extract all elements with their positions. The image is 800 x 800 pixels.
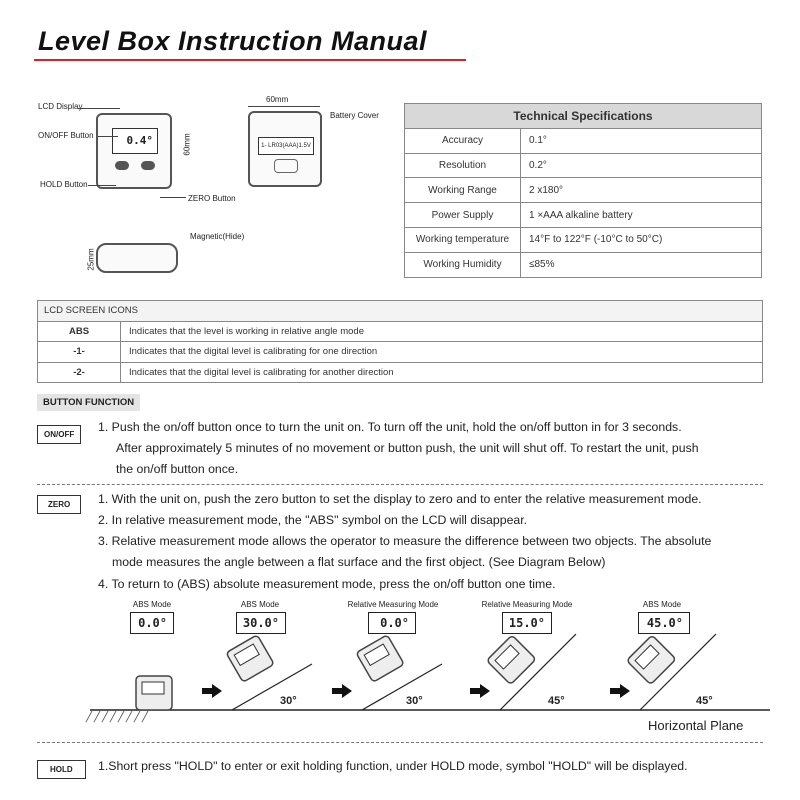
zero-line-5: 4. To return to (ABS) absolute measurement mode, press the on/off button one time. bbox=[98, 577, 556, 591]
table-row bbox=[38, 342, 763, 363]
spec-value: 1 ×AAA alkaline battery bbox=[521, 203, 762, 228]
table-row bbox=[405, 227, 762, 252]
zero-line-1: 1. With the unit on, push the zero button to set the display to zero and to enter the relative measurement mode. bbox=[98, 492, 702, 506]
table-row bbox=[405, 252, 762, 277]
width-dimension: 60mm bbox=[266, 95, 289, 104]
onoff-line-2: After approximately 5 minutes of no movement or button push, the unit will shut off. To restart the unit, push bbox=[116, 441, 699, 455]
zero-line-2: 2. In relative measurement mode, the "ABS" symbol on the LCD will disappear. bbox=[98, 513, 528, 527]
angle-label: 45° bbox=[696, 695, 713, 707]
hold-button-shape bbox=[115, 161, 129, 170]
spec-heading: Technical Specifications bbox=[405, 104, 762, 129]
device-lcd: 0.4° bbox=[112, 128, 158, 154]
device-front bbox=[96, 113, 172, 189]
magnetic-label: Magnetic(Hide) bbox=[190, 232, 245, 241]
battery-label-box: 1- LR03(AAA)1.5V bbox=[258, 137, 314, 155]
mode-lcd: 0.0° bbox=[130, 612, 174, 634]
onoff-line-1: 1. Push the on/off button once to turn the unit on. To turn off the unit, hold the on/off button in for 3 seconds. bbox=[98, 420, 682, 434]
onoff-line-3: the on/off button once. bbox=[116, 462, 239, 476]
height-dimension: 60mm bbox=[182, 133, 192, 156]
icon-key: ABS bbox=[38, 321, 121, 342]
device-side bbox=[96, 243, 178, 273]
table-row bbox=[405, 153, 762, 178]
on-off-button-icon: ON/OFF bbox=[37, 425, 81, 444]
arrow-icon bbox=[202, 684, 222, 698]
spec-value: 0.1° bbox=[521, 128, 762, 153]
spec-key: Working Humidity bbox=[405, 252, 521, 277]
page-title: Level Box Instruction Manual bbox=[38, 26, 428, 56]
depth-dimension: 25mm bbox=[86, 248, 96, 271]
mode-label: Relative Measuring Mode bbox=[347, 600, 439, 609]
on-off-button-label: ON/OFF Button bbox=[38, 131, 94, 140]
hold-line-1: 1.Short press "HOLD" to enter or exit holding function, under HOLD mode, symbol "HOLD" will be displayed. bbox=[98, 759, 688, 773]
divider bbox=[37, 484, 763, 485]
table-row bbox=[405, 203, 762, 228]
spec-value: 0.2° bbox=[521, 153, 762, 178]
icons-heading: LCD SCREEN ICONS bbox=[38, 301, 763, 322]
mode-label: ABS Mode bbox=[240, 600, 280, 609]
icon-key: -1- bbox=[38, 342, 121, 363]
table-row bbox=[38, 362, 763, 383]
spec-value: 2 x180° bbox=[521, 178, 762, 203]
leader-line bbox=[78, 108, 120, 109]
table-row bbox=[405, 178, 762, 203]
button-function-heading: BUTTON FUNCTION bbox=[37, 394, 140, 411]
mode-lcd: 0.0° bbox=[368, 612, 416, 634]
spec-key: Working temperature bbox=[405, 227, 521, 252]
spec-value: ≤85% bbox=[521, 252, 762, 277]
angle-label: 45° bbox=[548, 695, 565, 707]
level-box-tilted-30 bbox=[226, 635, 274, 682]
icon-desc: Indicates that the level is working in relative angle mode bbox=[121, 321, 763, 342]
mode-label: Relative Measuring Mode bbox=[481, 600, 573, 609]
mode-lcd: 30.0° bbox=[236, 612, 286, 634]
table-row bbox=[38, 321, 763, 342]
icons-table bbox=[37, 300, 763, 383]
spec-value: 14°F to 122°F (-10°C to 50°C) bbox=[521, 227, 762, 252]
lcd-display-label: LCD Display bbox=[38, 102, 83, 111]
icon-key: -2- bbox=[38, 362, 121, 383]
battery-cover-label: Battery Cover bbox=[330, 111, 379, 120]
leader-line bbox=[88, 185, 116, 186]
mode-lcd: 45.0° bbox=[638, 612, 690, 634]
zero-line-3: 3. Relative measurement mode allows the operator to measure the difference between two objects. The absolute bbox=[98, 534, 712, 548]
angle-label: 30° bbox=[280, 695, 297, 707]
leader-line bbox=[98, 136, 118, 137]
mode-lcd: 15.0° bbox=[502, 612, 552, 634]
table-row bbox=[405, 128, 762, 153]
arrow-icon bbox=[470, 684, 490, 698]
zero-line-4: mode measures the angle between a flat surface and the first object. (See Diagram Below) bbox=[112, 555, 606, 569]
spec-key: Working Range bbox=[405, 178, 521, 203]
zero-button-icon: ZERO bbox=[37, 495, 81, 514]
spec-key: Resolution bbox=[405, 153, 521, 178]
level-box-tilted-30 bbox=[356, 635, 404, 682]
width-dimension-line bbox=[248, 106, 320, 107]
mode-label: ABS Mode bbox=[642, 600, 682, 609]
spec-key: Power Supply bbox=[405, 203, 521, 228]
level-box-tilted-45 bbox=[627, 635, 676, 684]
horizontal-plane-label: Horizontal Plane bbox=[648, 718, 744, 733]
level-box-tilted-45 bbox=[487, 635, 536, 684]
spec-key: Accuracy bbox=[405, 128, 521, 153]
divider bbox=[37, 742, 763, 743]
mode-label: ABS Mode bbox=[132, 600, 172, 609]
level-box-flat-lcd bbox=[142, 682, 164, 694]
title-underline bbox=[34, 59, 466, 61]
icon-desc: Indicates that the digital level is calibrating for one direction bbox=[121, 342, 763, 363]
angle-label: 30° bbox=[406, 695, 423, 707]
hold-button-label: HOLD Button bbox=[40, 180, 88, 189]
device-back bbox=[248, 111, 322, 187]
arrow-icon bbox=[610, 684, 630, 698]
zero-button-shape bbox=[141, 161, 155, 170]
zero-button-label: ZERO Button bbox=[188, 194, 236, 203]
arrow-icon bbox=[332, 684, 352, 698]
hold-button-icon: HOLD bbox=[37, 760, 86, 779]
battery-cover-latch bbox=[274, 159, 298, 173]
spec-table bbox=[404, 103, 762, 278]
ground-hatch bbox=[86, 711, 148, 722]
icon-desc: Indicates that the digital level is calibrating for another direction bbox=[121, 362, 763, 383]
leader-line bbox=[160, 197, 186, 198]
